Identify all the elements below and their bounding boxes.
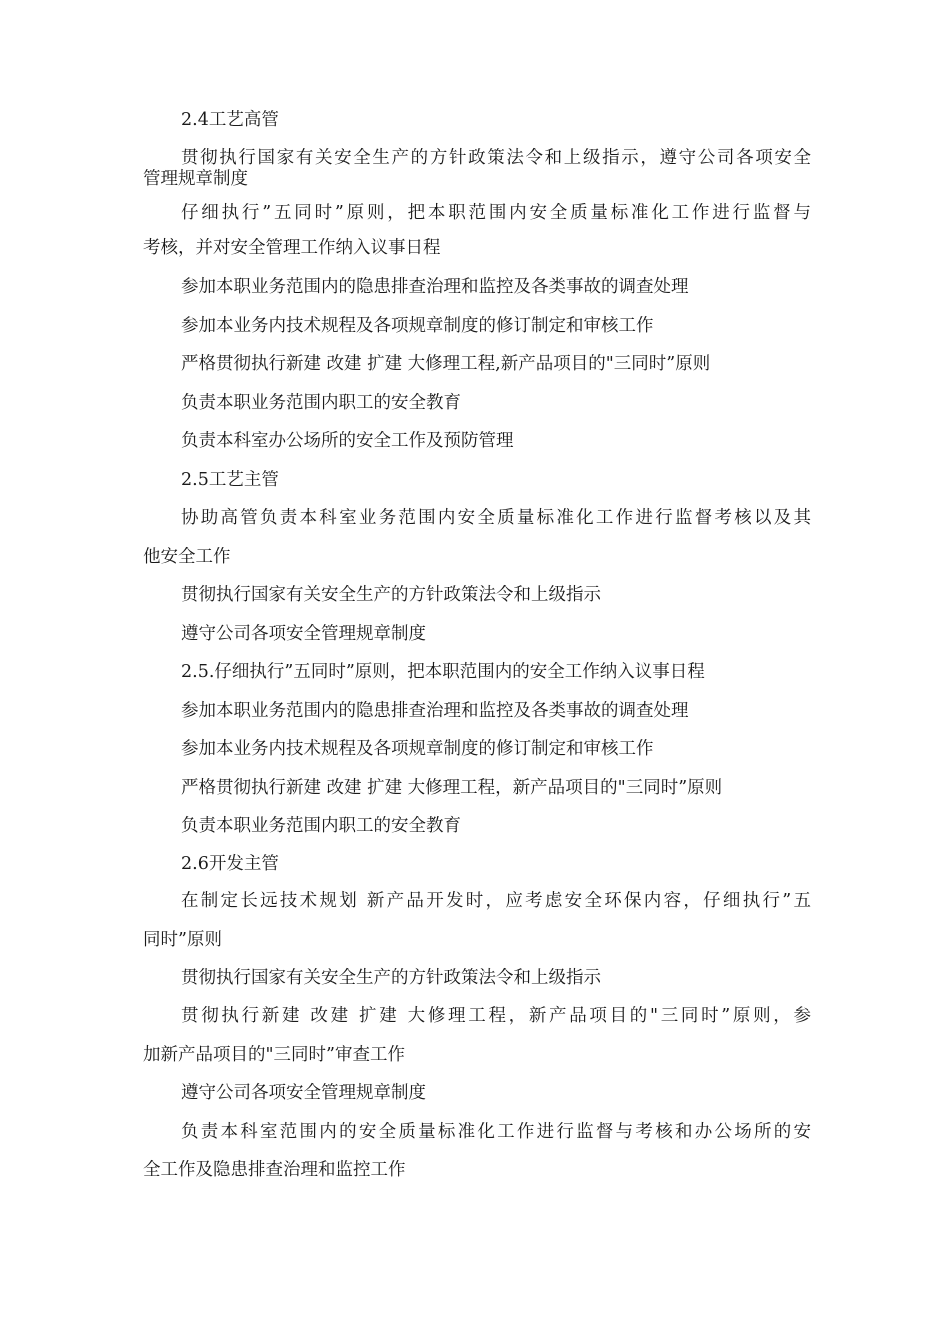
heading-2-6: 2.6开发主管 <box>181 854 279 874</box>
paragraph-line: 加新产品项目的"三同时”审查工作 <box>143 1045 405 1065</box>
heading-2-5: 2.5工艺主管 <box>181 470 279 490</box>
paragraph-line: 管理规章制度 <box>143 169 248 189</box>
paragraph-line: 参加本职业务范围内的隐患排查治理和监控及各类事故的调查处理 <box>181 701 689 721</box>
paragraph-line: 参加本业务内技术规程及各项规章制度的修订制定和审核工作 <box>181 739 654 759</box>
paragraph-line: 考核，并对安全管理工作纳入议事日程 <box>143 238 441 258</box>
paragraph-line: 参加本职业务范围内的隐患排查治理和监控及各类事故的调查处理 <box>181 277 689 297</box>
heading-2-4: 2.4工艺高管 <box>181 110 279 130</box>
paragraph-line: 负责本科室范围内的安全质量标准化工作进行监督与考核和办公场所的安 <box>181 1122 811 1142</box>
paragraph-line: 遵守公司各项安全管理规章制度 <box>181 1083 426 1103</box>
paragraph-line: 负责本科室办公场所的安全工作及预防管理 <box>181 431 514 451</box>
paragraph-line: 在制定长远技术规划 新产品开发时，应考虑安全环保内容，仔细执行”五 <box>181 891 811 911</box>
paragraph-line: 遵守公司各项安全管理规章制度 <box>181 624 426 644</box>
paragraph-line: 严格贯彻执行新建 改建 扩建 大修理工程，新产品项目的"三同时”原则 <box>181 778 723 798</box>
paragraph-line: 严格贯彻执行新建 改建 扩建 大修理工程,新产品项目的"三同时”原则 <box>181 354 711 374</box>
paragraph-line: 贯彻执行新建 改建 扩建 大修理工程，新产品项目的"三同时”原则，参 <box>181 1006 811 1026</box>
paragraph-line: 仔细执行”五同时”原则，把本职范围内安全质量标准化工作进行监督与 <box>181 203 811 223</box>
paragraph-line: 他安全工作 <box>143 547 231 567</box>
paragraph-line: 2.5.仔细执行”五同时”原则，把本职范围内的安全工作纳入议事日程 <box>181 662 705 682</box>
paragraph-line: 同时”原则 <box>143 930 222 950</box>
paragraph-line: 贯彻执行国家有关安全生产的方针政策法令和上级指示 <box>181 968 601 988</box>
paragraph-line: 全工作及隐患排查治理和监控工作 <box>143 1160 406 1180</box>
paragraph-line: 协助高管负责本科室业务范围内安全质量标准化工作进行监督考核以及其 <box>181 508 811 528</box>
paragraph-line: 负责本职业务范围内职工的安全教育 <box>181 393 461 413</box>
paragraph-line: 贯彻执行国家有关安全生产的方针政策法令和上级指示 <box>181 585 601 605</box>
paragraph-line: 贯彻执行国家有关安全生产的方针政策法令和上级指示，遵守公司各项安全 <box>181 148 811 168</box>
paragraph-line: 参加本业务内技术规程及各项规章制度的修订制定和审核工作 <box>181 316 654 336</box>
paragraph-line: 负责本职业务范围内职工的安全教育 <box>181 816 461 836</box>
